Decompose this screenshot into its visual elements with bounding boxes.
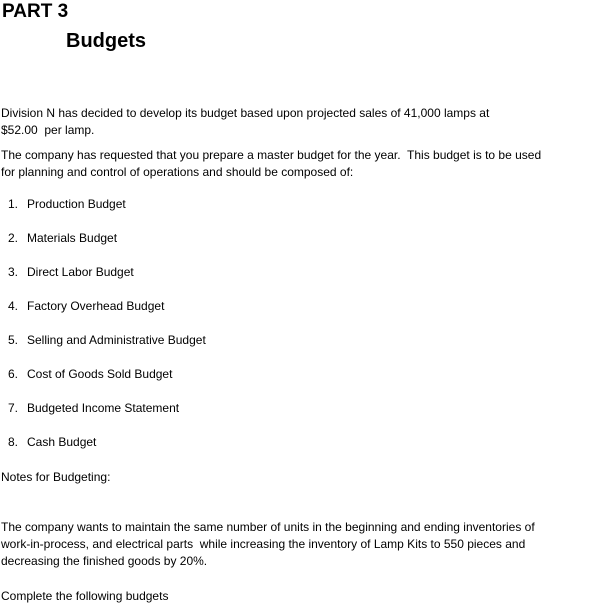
intro-line: Division N has decided to develop its budget based upon projected sales of 41,000 lamps at: [1, 106, 490, 120]
list-item-label: Direct Labor Budget: [27, 265, 134, 279]
list-item-number: 5.: [8, 333, 19, 347]
inventory-line: decreasing the finished goods by 20%.: [1, 554, 208, 568]
intro-paragraph: [1, 105, 591, 139]
list-item-number: 8.: [8, 435, 19, 449]
complete-instruction: Complete the following budgets: [1, 589, 169, 603]
list-item-number: 3.: [8, 265, 19, 279]
list-item-number: 6.: [8, 367, 19, 381]
inventory-line: The company wants to maintain the same number of units in the beginning and ending inventories of: [1, 520, 535, 534]
request-paragraph: [1, 147, 591, 181]
list-item-label: Factory Overhead Budget: [27, 299, 165, 313]
list-item-label: Materials Budget: [27, 231, 118, 245]
list-item-number: 2.: [8, 231, 19, 245]
list-item-label: Production Budget: [27, 197, 126, 211]
part-heading: PART 3: [2, 1, 69, 22]
list-item-label: Budgeted Income Statement: [27, 401, 180, 415]
list-item-number: 1.: [8, 197, 19, 211]
list-item-label: Selling and Administrative Budget: [27, 333, 206, 347]
request-line: for planning and control of operations and should be composed of:: [1, 165, 354, 179]
intro-line: $52.00 per lamp.: [1, 123, 95, 137]
list-item-number: 4.: [8, 299, 19, 313]
list-item-number: 7.: [8, 401, 19, 415]
request-line: The company has requested that you prepare a master budget for the year. This budget is to be used: [1, 148, 542, 162]
list-item-label: Cost of Goods Sold Budget: [27, 367, 173, 381]
inventory-line: work-in-process, and electrical parts while increasing the inventory of Lamp Kits to 550 pieces and: [1, 537, 526, 551]
inventory-paragraph: [1, 519, 591, 570]
list-item-label: Cash Budget: [27, 435, 97, 449]
notes-heading: Notes for Budgeting:: [1, 470, 111, 484]
page-title: Budgets: [66, 30, 146, 52]
